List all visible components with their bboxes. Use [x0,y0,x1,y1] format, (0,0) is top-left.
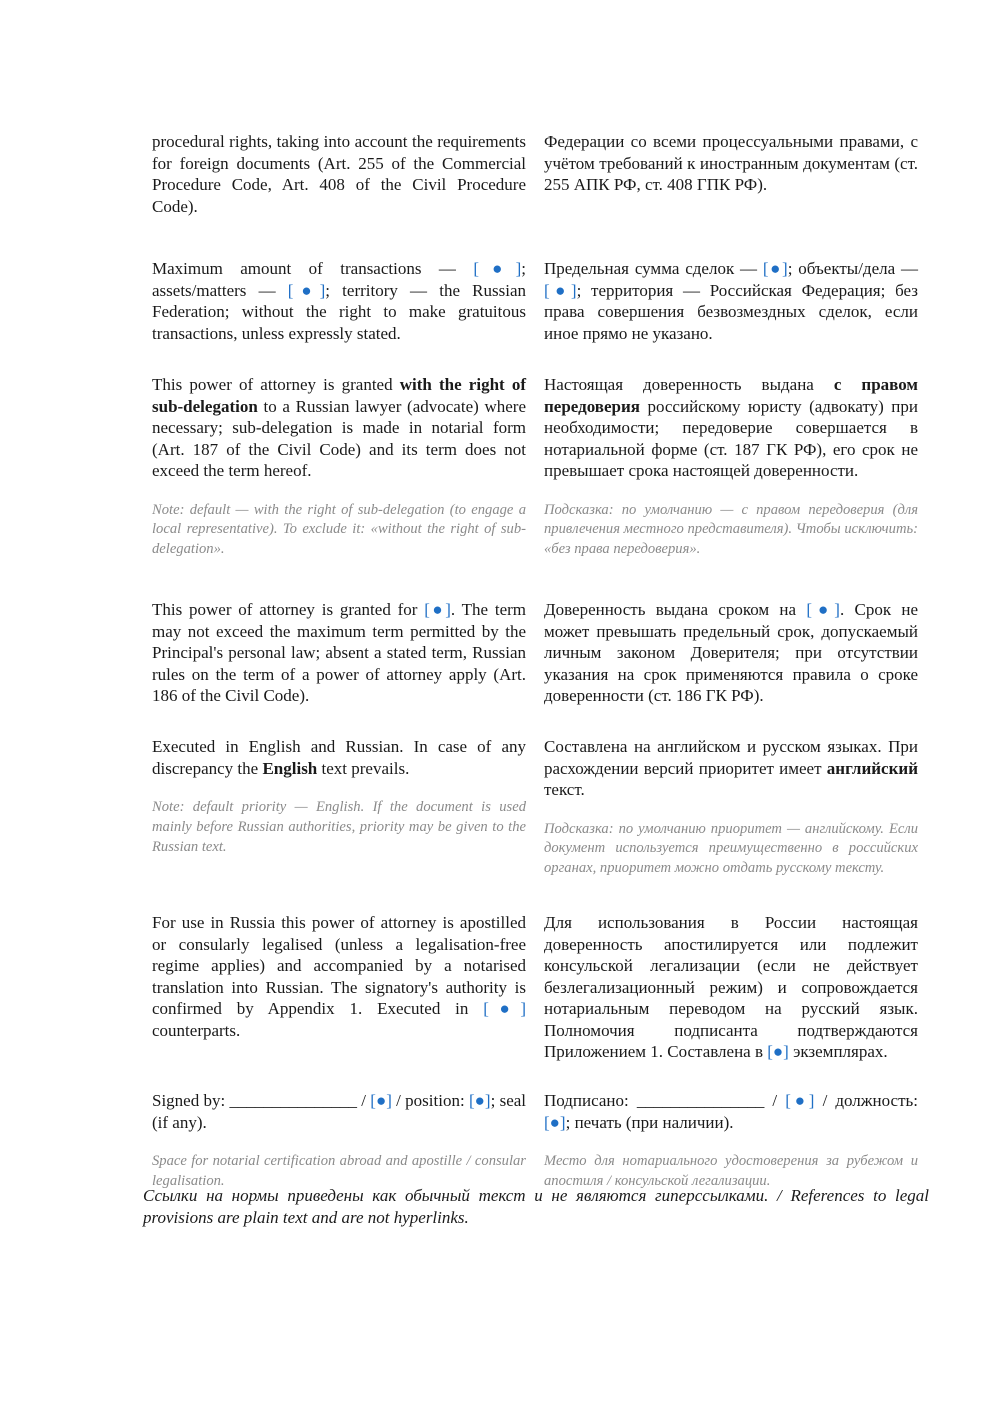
clause-text: text prevails. [317,758,410,778]
clause-text: . Срок не может превышать предельный срок, допускаемый личным законом Доверителя; при отсутствии указания на срок применяются правила о сроке доверенности (ст. 186 ГК РФ). [544,600,919,705]
clause-ru-subdelegation [544,374,918,599]
clause-note: Подсказка: по умолчанию приоритет — английскому. Если документ используется преимущественно в российских органах, приоритет можно отдать русскому тексту. [544,820,918,877]
clause-text: For use in Russia this power of attorney is apostilled or consularly legalised (unless a legalisation-free regime applies) and accompanied by a notarised translation into Russian. The signatory's authority is confirmed by Appendix 1. Executed in [152,913,526,1018]
clause-ru-legalisation [544,912,918,1090]
placeholder-field: [●] [473,259,522,278]
clause-emphasis: English [262,758,318,778]
clause-text: российскому юристу (адвокату) при необходимости; передоверие совершается в нотариальной форме (ст. 187 ГК РФ), его срок не превышает срока настоящей доверенности. [544,396,918,480]
clause-text: counterparts. [152,1020,241,1040]
clause-text: ; assets/matters — [152,259,527,300]
clause-emphasis: английский [826,758,918,778]
placeholder-field: [●] [370,1091,392,1110]
clause-body [544,374,918,482]
clause-text: Предельная сумма сделок — [544,259,763,278]
placeholder-field: [●] [806,600,840,619]
placeholder-field: [●] [468,1091,491,1110]
clause-text: Подписано: _______________ / [544,1091,786,1110]
clause-text: Составлена на английском и русском языках. При расхождении версий приоритет имеет [544,737,918,778]
clause-ru-limits [544,258,918,374]
clause-note: Подсказка: по умолчанию — с правом передоверия (для привлечения местного представителя). Чтобы исключить: «без права передоверия». [544,501,918,558]
placeholder-field: [●] [424,600,451,619]
clause-text: ; печать (при наличии). [565,1112,734,1132]
clause-text: Executed in English and Russian. In case of any discrepancy the [152,737,526,778]
clause-text: ; территория — Российская Федерация; без права совершения безвозмездных сделок, если иное прямо не указано. [544,280,918,343]
clause-en-subdelegation [152,374,526,599]
clause-ru-procedural [544,131,918,258]
placeholder-field: [●] [483,999,527,1018]
clause-text: Signed by: _______________ / [152,1091,371,1110]
clause-text: ; объекты/дела — [787,259,918,278]
clause-text: This power of attorney is granted [152,375,400,394]
clause-note: Место для нотариального удостоверения за рубежом и апостиля / консульской легализации. [544,1153,918,1189]
clause-body [544,736,918,801]
clause-en-language [152,736,526,912]
placeholder-field: [●] [785,1091,815,1110]
clause-text: Доверенность выдана сроком на [544,600,807,619]
clause-text: Настоящая доверенность выдана [544,375,834,394]
clause-text: to a Russian lawyer (advocate) where necessary; sub-delegation is made in notarial form (Art. 187 of the Civil Code) and its term does not exceed the term hereof. [152,396,526,480]
clause-text: This power of attorney is granted for [152,600,425,619]
clause-emphasis: with the right of sub-delegation [152,375,526,416]
clause-en-limits [152,258,526,374]
clause-emphasis: с правом передоверия [544,375,918,416]
signature-block-ru [544,1090,918,1192]
clause-text: Maximum amount of transactions — [152,259,474,278]
placeholder-field: [●] [544,1112,566,1132]
clause-text: текст. [544,780,585,799]
clause-text: / position: [391,1091,469,1110]
clause-text: ; territory — the Russian Federation; without the right to make gratuitous transactions, unless expressly stated. [152,280,527,343]
clause-text: Для использования в России настоящая доверенность апостилируется или подлежит консульской легализации (если не действует безлегализационный режим) и сопровождается нотариальным переводом на русский язык. Полномочия подписанта подтверждаются Приложением 1. Составлена в [544,913,918,1061]
clause-note: Note: default priority — English. If the document is used mainly before Russian authorities, priority may be given to the Russian text. [152,799,526,855]
clause-text: экземплярах. [788,1042,888,1061]
signature-block-en [152,1090,526,1192]
clause-en-procedural [152,131,526,258]
clause-ru-term [544,599,918,736]
clause-body [152,1090,526,1133]
clause-text: / должность: [814,1091,918,1110]
clause-text: Федерации со всеми процессуальными правами, с учётом требований к иностранным документам (ст. 255 АПК РФ, ст. 408 ГПК РФ). [544,132,918,194]
placeholder-field: [●] [767,1042,789,1061]
placeholder-field: [●] [287,280,326,300]
clause-body [152,736,526,779]
clause-note: Note: default — with the right of sub-delegation (to engage a local representative). To exclude it: «without the right of sub-delegation». [152,501,526,558]
clause-text: procedural rights, taking into account the requirements for foreign documents (Art. 255 of the Commercial Procedure Code, Art. 408 of the Civil Procedure Code). [152,132,526,216]
bilingual-table [152,131,918,1192]
clause-note: Space for notarial certification abroad and apostille / consular legalisation. [152,1153,526,1189]
clause-body [544,1090,918,1133]
clause-en-term [152,599,526,736]
clause-en-legalisation [152,912,526,1090]
clause-ru-language [544,736,918,912]
placeholder-field: [●] [762,259,788,278]
placeholder-field: [●] [544,280,577,300]
footnote: Ссылки на нормы приведены как обычный текст и не являются гиперссылками. / References to legal provisions are plain text and are not hyperlinks. [143,1186,929,1227]
clause-text: . The term may not exceed the maximum term permitted by the Principal's personal law; absent a stated term, Russian rules on the term of a power of attorney apply (Art. 186 of the Civil Code). [152,600,527,705]
clause-text: ; seal (if any). [152,1091,527,1132]
clause-body [152,374,526,482]
